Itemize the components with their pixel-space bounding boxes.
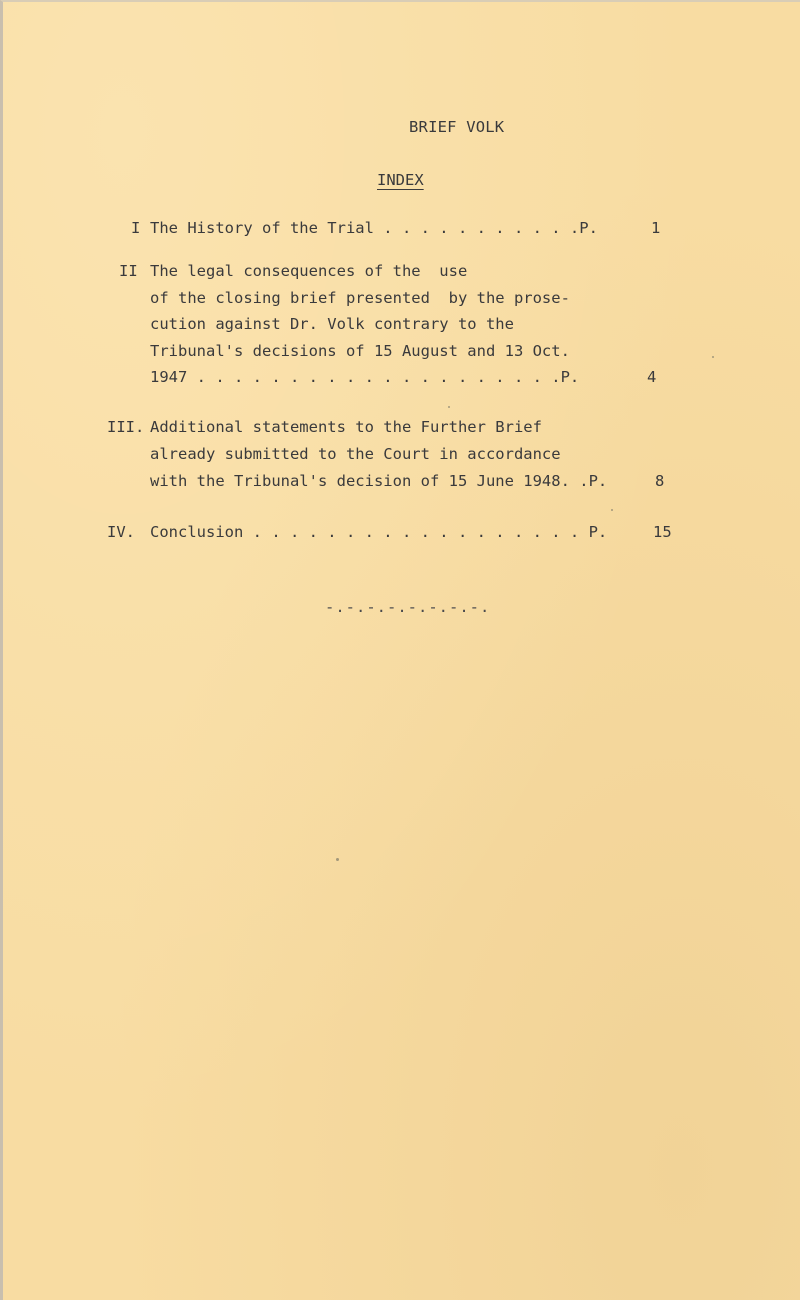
entry-line: already submitted to the Court in accordance [150,445,561,463]
entry-line: Tribunal's decisions of 15 August and 13 Oct. [150,342,570,360]
paper-speck [448,406,450,408]
paper-speck [336,858,339,861]
entry-numeral: I [131,219,141,237]
entry-numeral: III. [107,418,145,436]
end-separator: -.-.-.-.-.-.-.-. [325,598,491,616]
entry-line: The History of the Trial . . . . . . . . . . .P. [150,219,598,237]
entry-line: 1947 . . . . . . . . . . . . . . . . . . . .P. [150,368,580,386]
entry-page-number: 4 [647,368,657,386]
entry-page-number: 8 [655,472,665,490]
document-title: BRIEF VOLK [409,118,505,136]
entry-page-number: 15 [653,523,672,541]
entry-line: Additional statements to the Further Brief [150,418,542,436]
index-heading: INDEX [377,171,424,189]
entry-line: Conclusion . . . . . . . . . . . . . . . . . . P. [150,523,608,541]
entry-page-number: 1 [651,219,661,237]
entry-numeral: II [119,262,138,280]
entry-line: with the Tribunal's decision of 15 June 1948. .P. [150,472,608,490]
paper-speck [611,509,613,511]
entry-numeral: IV. [107,523,135,541]
paper-speck [712,356,714,358]
entry-line: cution against Dr. Volk contrary to the [150,315,514,333]
entry-line: of the closing brief presented by the prose- [150,289,570,307]
entry-line: The legal consequences of the use [150,262,468,280]
